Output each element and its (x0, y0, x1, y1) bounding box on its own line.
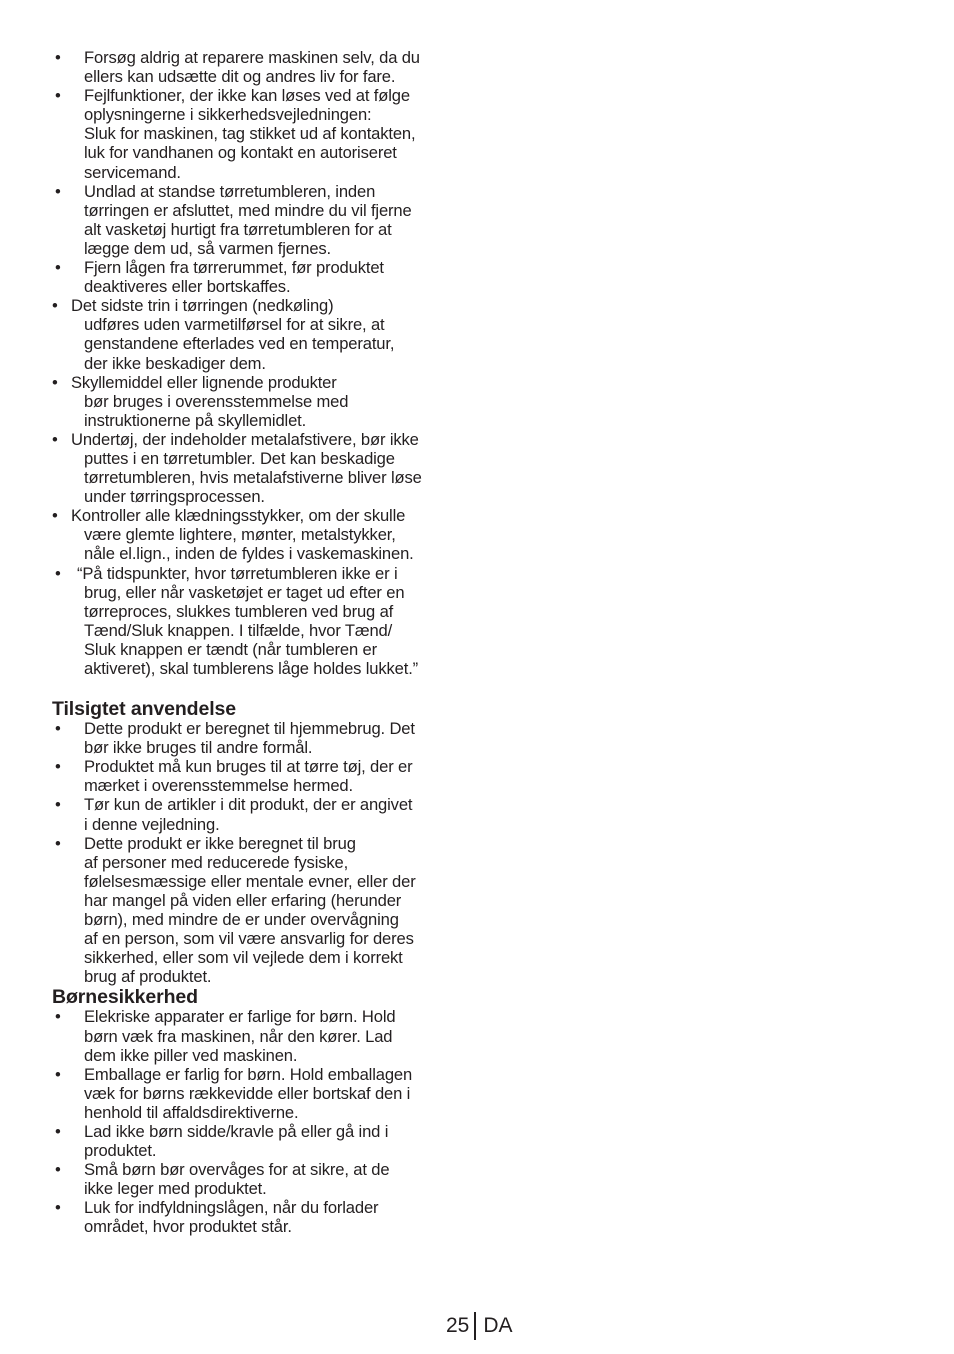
child-safety-list (52, 1007, 472, 1236)
page-footer (446, 1312, 513, 1340)
list-item: • Produktet må kun bruges til at tørre tøj, der er mærket i overensstemmelse hermed. (52, 757, 472, 795)
list-item: • Tør kun de artikler i dit produkt, der er angivet i denne vejledning. (52, 795, 472, 833)
list-item: • Fjern lågen fra tørrerummet, før produktet deaktiveres eller bortskaffes. (52, 258, 472, 296)
list-item (52, 296, 472, 372)
list-item-text: • Kontroller alle klædningsstykker, om der skulle være glemte lightere, mønter, metalstykker, nåle el.lign., inden de fyldes i vaskemaskinen. (71, 506, 414, 564)
list-item: • Forsøg aldrig at reparere maskinen selv, da du ellers kan udsætte dit og andres liv for fare. (52, 48, 472, 86)
list-item-text: • Skyllemiddel eller lignende produkter bør bruges i overensstemmelse med instruktionerne på skyllemidlet. (71, 372, 349, 430)
list-item (52, 564, 472, 679)
section-heading-intended-use: Tilsigtet anvendelse (52, 698, 237, 721)
list-item: • Luk for indfyldningslågen, når du forlader området, hvor produktet står. (52, 1198, 472, 1236)
list-item (52, 430, 472, 506)
list-item: • Elekriske apparater er farlige for børn. Hold børn væk fra maskinen, når den kører. Lad dem ikke piller ved maskinen. (52, 1007, 472, 1064)
list-item: • Dette produkt er ikke beregnet til brug af personer med reducerede fysiske, følelsesmæssige eller mentale evner, eller der har mangel på viden eller erfaring (herunder børn), med mindre de er under overvågning af en person, som vil være ansvarlig for deres sikkerhed, eller som vil vejlede dem i korrekt brug af produktet. (52, 834, 472, 987)
list-item: • Undlad at standse tørretumbleren, inden tørringen er afsluttet, med mindre du vil fjerne alt vasketøj hurtigt fra tørretumbleren for at lægge dem ud, så varmen fjernes. (52, 182, 472, 258)
section-heading-child-safety: Børnesikkerhed (52, 986, 198, 1009)
list-item: • Små børn bør overvåges for at sikre, at de ikke leger med produktet. (52, 1160, 472, 1198)
list-item (52, 506, 472, 563)
language-code: DA (483, 1314, 513, 1337)
intended-use-list (52, 719, 472, 986)
list-item: • Emballage er farlig for børn. Hold emballagen væk for børns rækkevidde eller bortskaf den i henhold til affaldsdirektiverne. (52, 1065, 472, 1122)
list-item-text: • Det sidste trin i tørringen (nedkøling) udføres uden varmetilførsel for at sikre, at genstandene efterlades ved en temperatur, der ikke beskadiger dem. (71, 296, 395, 373)
list-item (52, 373, 472, 430)
text-column (52, 48, 472, 1237)
safety-list (52, 48, 472, 678)
list-item-text: • Undertøj, der indeholder metalafstivere, bør ikke puttes i en tørretumbler. Det kan beskadige tørretumbleren, hvis metalafstiverne bliver løse under tørringsprocessen. (71, 429, 422, 507)
footer-divider (474, 1312, 476, 1340)
page-number: 25 (446, 1314, 470, 1337)
list-item: • Dette produkt er beregnet til hjemmebrug. Det bør ikke bruges til andre formål. (52, 719, 472, 757)
list-item: • Fejlfunktioner, der ikke kan løses ved at følge oplysningerne i sikkerhedsvejledningen: Sluk for maskinen, tag stikket ud af kontakten, luk for vandhanen og kontakt en autoriseret servicemand. (52, 86, 472, 181)
list-item: • Lad ikke børn sidde/kravle på eller gå ind i produktet. (52, 1122, 472, 1160)
list-item-text: • “På tidspunkter, hvor tørretumbleren ikke er i brug, eller når vasketøjet er taget ud efter en tørreproces, slukkes tumbleren ved brug af Tænd/Sluk knappen. I tilfælde, hvor Tænd/ Sluk knappen er tændt (når tumbleren er aktiveret), skal tumblerens låge holdes lukket.” (77, 563, 419, 678)
